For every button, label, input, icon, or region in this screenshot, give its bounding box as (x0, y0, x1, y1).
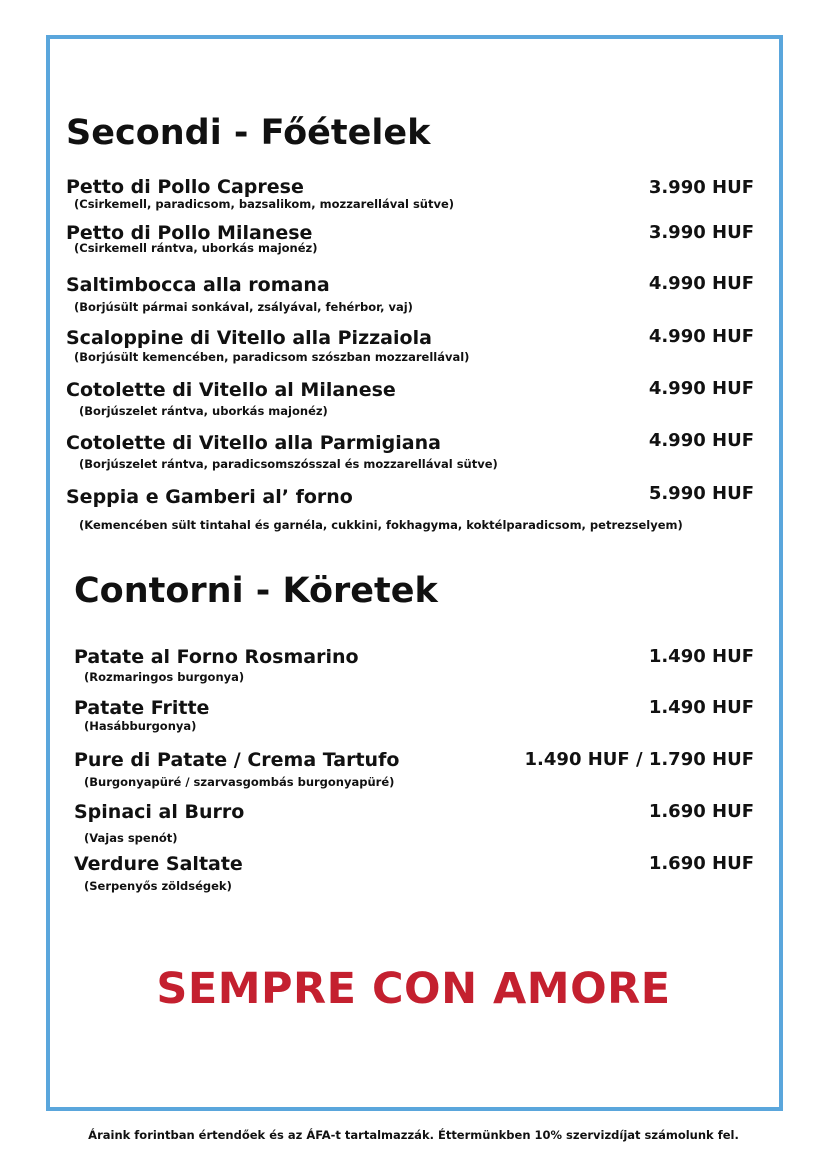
menu-item (0, 749, 827, 799)
menu-item (0, 483, 827, 536)
section-title-contorni: Contorni - Köretek (74, 571, 438, 611)
dish-price: 4.990 HUF (648, 326, 754, 347)
dish-description: (Borjúszelet rántva, uborkás majonéz) (79, 404, 328, 418)
menu-item (0, 327, 827, 377)
dish-name: Petto di Pollo Milanese (66, 222, 313, 244)
dish-description: (Vajas spenót) (84, 831, 178, 845)
dish-name: Petto di Pollo Caprese (66, 176, 304, 198)
menu-item (0, 379, 827, 429)
dish-price: 1.490 HUF (648, 697, 754, 718)
menu-item (0, 853, 827, 903)
dish-name: Scaloppine di Vitello alla Pizzaiola (66, 327, 432, 349)
dish-price: 5.990 HUF (648, 483, 754, 504)
dish-price: 3.990 HUF (648, 177, 754, 198)
slogan: SEMPRE CON AMORE (156, 964, 671, 1014)
dish-name: Verdure Saltate (74, 853, 243, 875)
dish-description: (Borjúsült kemencében, paradicsom szószban mozzarellával) (74, 350, 470, 364)
menu-item (0, 274, 827, 324)
dish-description: (Hasábburgonya) (84, 719, 197, 733)
dish-description: (Borjúszelet rántva, paradicsomszósszal és mozzarellával sütve) (79, 457, 498, 471)
dish-description: (Rozmaringos burgonya) (84, 670, 245, 684)
dish-description: (Borjúsült pármai sonkával, zsályával, fehérbor, vaj) (74, 300, 413, 314)
menu-item (0, 222, 827, 272)
dish-description: (Burgonyapüré / szarvasgombás burgonyapüré) (84, 775, 395, 789)
dish-name: Seppia e Gamberi al’ forno (66, 486, 353, 508)
dish-description: (Csirkemell, paradicsom, bazsalikom, mozzarellával sütve) (74, 197, 455, 211)
dish-name: Saltimbocca alla romana (66, 274, 330, 296)
section-title-secondi: Secondi - Főételek (66, 113, 431, 153)
dish-price: 3.990 HUF (648, 222, 754, 243)
menu-item (0, 646, 827, 696)
dish-description: (Serpenyős zöldségek) (84, 879, 232, 893)
dish-price: 4.990 HUF (648, 430, 754, 451)
price-notice: Áraink forintban értendőek és az ÁFA-t tartalmazzák. Éttermünkben 10% szervizdíjat számolunk fel. (88, 1128, 739, 1142)
menu-item (0, 176, 827, 226)
dish-price: 1.690 HUF (648, 801, 754, 822)
dish-name: Patate Fritte (74, 697, 210, 719)
dish-price: 1.490 HUF / 1.790 HUF (524, 749, 754, 770)
dish-name: Cotolette di Vitello alla Parmigiana (66, 432, 441, 454)
menu-item (0, 697, 827, 747)
dish-price: 4.990 HUF (648, 273, 754, 294)
dish-name: Spinaci al Burro (74, 801, 245, 823)
dish-description: (Csirkemell rántva, uborkás majonéz) (74, 241, 318, 255)
dish-price: 4.990 HUF (648, 378, 754, 399)
dish-description: (Kemencében sült tintahal és garnéla, cukkini, fokhagyma, koktélparadicsom, petrezselyem) (79, 518, 683, 532)
dish-price: 1.490 HUF (648, 646, 754, 667)
menu-item (0, 801, 827, 851)
menu-item (0, 432, 827, 482)
dish-name: Patate al Forno Rosmarino (74, 646, 359, 668)
dish-price: 1.690 HUF (648, 853, 754, 874)
dish-name: Cotolette di Vitello al Milanese (66, 379, 396, 401)
dish-name: Pure di Patate / Crema Tartufo (74, 749, 400, 771)
